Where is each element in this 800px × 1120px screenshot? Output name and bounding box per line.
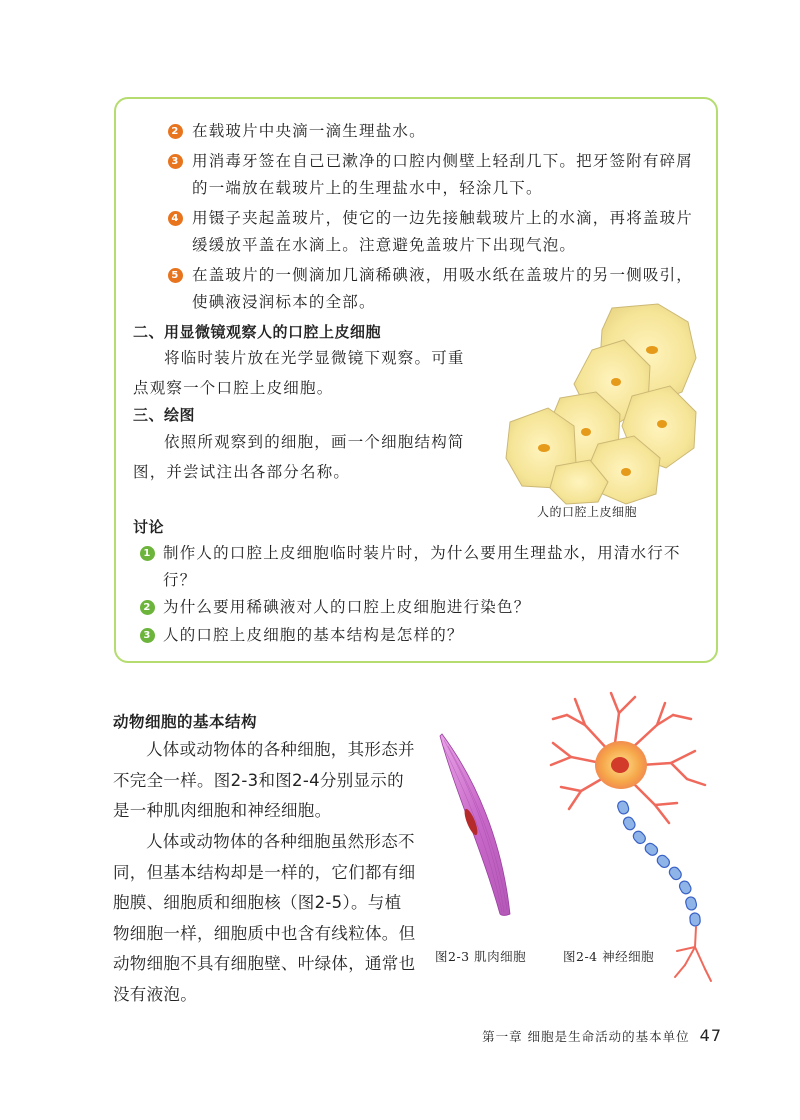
section-3-heading: 三、绘图 (133, 406, 196, 424)
discussion-question-2 (140, 594, 705, 621)
animal-cell-heading: 动物细胞的基本结构 (113, 713, 258, 731)
step-number: 4 (168, 211, 183, 226)
step-text: 在载玻片中央滴一滴生理盐水。 (192, 122, 426, 140)
page-footer (482, 1026, 722, 1045)
question-number: 3 (140, 628, 155, 643)
figure-2-3-caption: 图2-3 肌肉细胞 (435, 949, 527, 964)
question-text: 为什么要用稀碘液对人的口腔上皮细胞进行染色？ (163, 598, 531, 616)
page-number: 47 (699, 1026, 722, 1045)
micrograph-caption: 人的口腔上皮细胞 (537, 505, 638, 519)
question-number: 2 (140, 600, 155, 615)
figure-2-4-caption: 图2-4 神经细胞 (563, 949, 655, 964)
step-2 (168, 118, 708, 145)
section-2-heading: 二、用显微镜观察人的口腔上皮细胞 (133, 323, 382, 341)
question-text: 人的口腔上皮细胞的基本结构是怎样的？ (163, 626, 464, 644)
discussion-heading: 讨论 (133, 518, 165, 536)
nerve-cell-illustration (545, 685, 720, 985)
section-3-text: 依照所观察到的细胞，画一个细胞结构简图，并尝试注出各部分名称。 (133, 433, 465, 481)
muscle-cell-illustration (436, 730, 526, 920)
discussion-question-3 (140, 622, 705, 649)
cheek-cell-micrograph (500, 300, 705, 505)
section-2-text: 将临时装片放在光学显微镜下观察。可重点观察一个口腔上皮细胞。 (133, 349, 465, 397)
step-text: 在盖玻片的一侧滴加几滴稀碘液，用吸水纸在盖玻片的另一侧吸引，使碘液浸润标本的全部。 (192, 266, 694, 311)
step-text: 用镊子夹起盖玻片，使它的一边先接触载玻片上的水滴，再将盖玻片缓缓放平盖在水滴上。注意避免盖玻片下出现气泡。 (192, 209, 694, 254)
animal-cell-paragraph-1: 人体或动物体的各种细胞，其形态并不完全一样。图2-3和图2-4分别显示的是一种肌肉细胞和神经细胞。 (113, 740, 415, 820)
step-number: 5 (168, 268, 183, 283)
step-4 (168, 205, 708, 259)
step-text: 用消毒牙签在自己已漱净的口腔内侧壁上轻刮几下。把牙签附有碎屑的一端放在载玻片上的生理盐水中，轻涂几下。 (192, 152, 694, 197)
question-number: 1 (140, 546, 155, 561)
discussion-question-1 (140, 540, 705, 594)
question-text: 制作人的口腔上皮细胞临时装片时，为什么要用生理盐水，用清水行不行？ (163, 544, 681, 589)
chapter-title: 第一章 细胞是生命活动的基本单位 (482, 1029, 690, 1044)
animal-cell-paragraph-2: 人体或动物体的各种细胞虽然形态不同，但基本结构却是一样的，它们都有细胞膜、细胞质和细胞核（图2-5）。与植物细胞一样，细胞质中也含有线粒体。但动物细胞不具有细胞壁、叶绿体，通常也没有液泡。 (113, 832, 416, 1004)
step-number: 3 (168, 154, 183, 169)
step-3 (168, 148, 708, 202)
step-number: 2 (168, 124, 183, 139)
